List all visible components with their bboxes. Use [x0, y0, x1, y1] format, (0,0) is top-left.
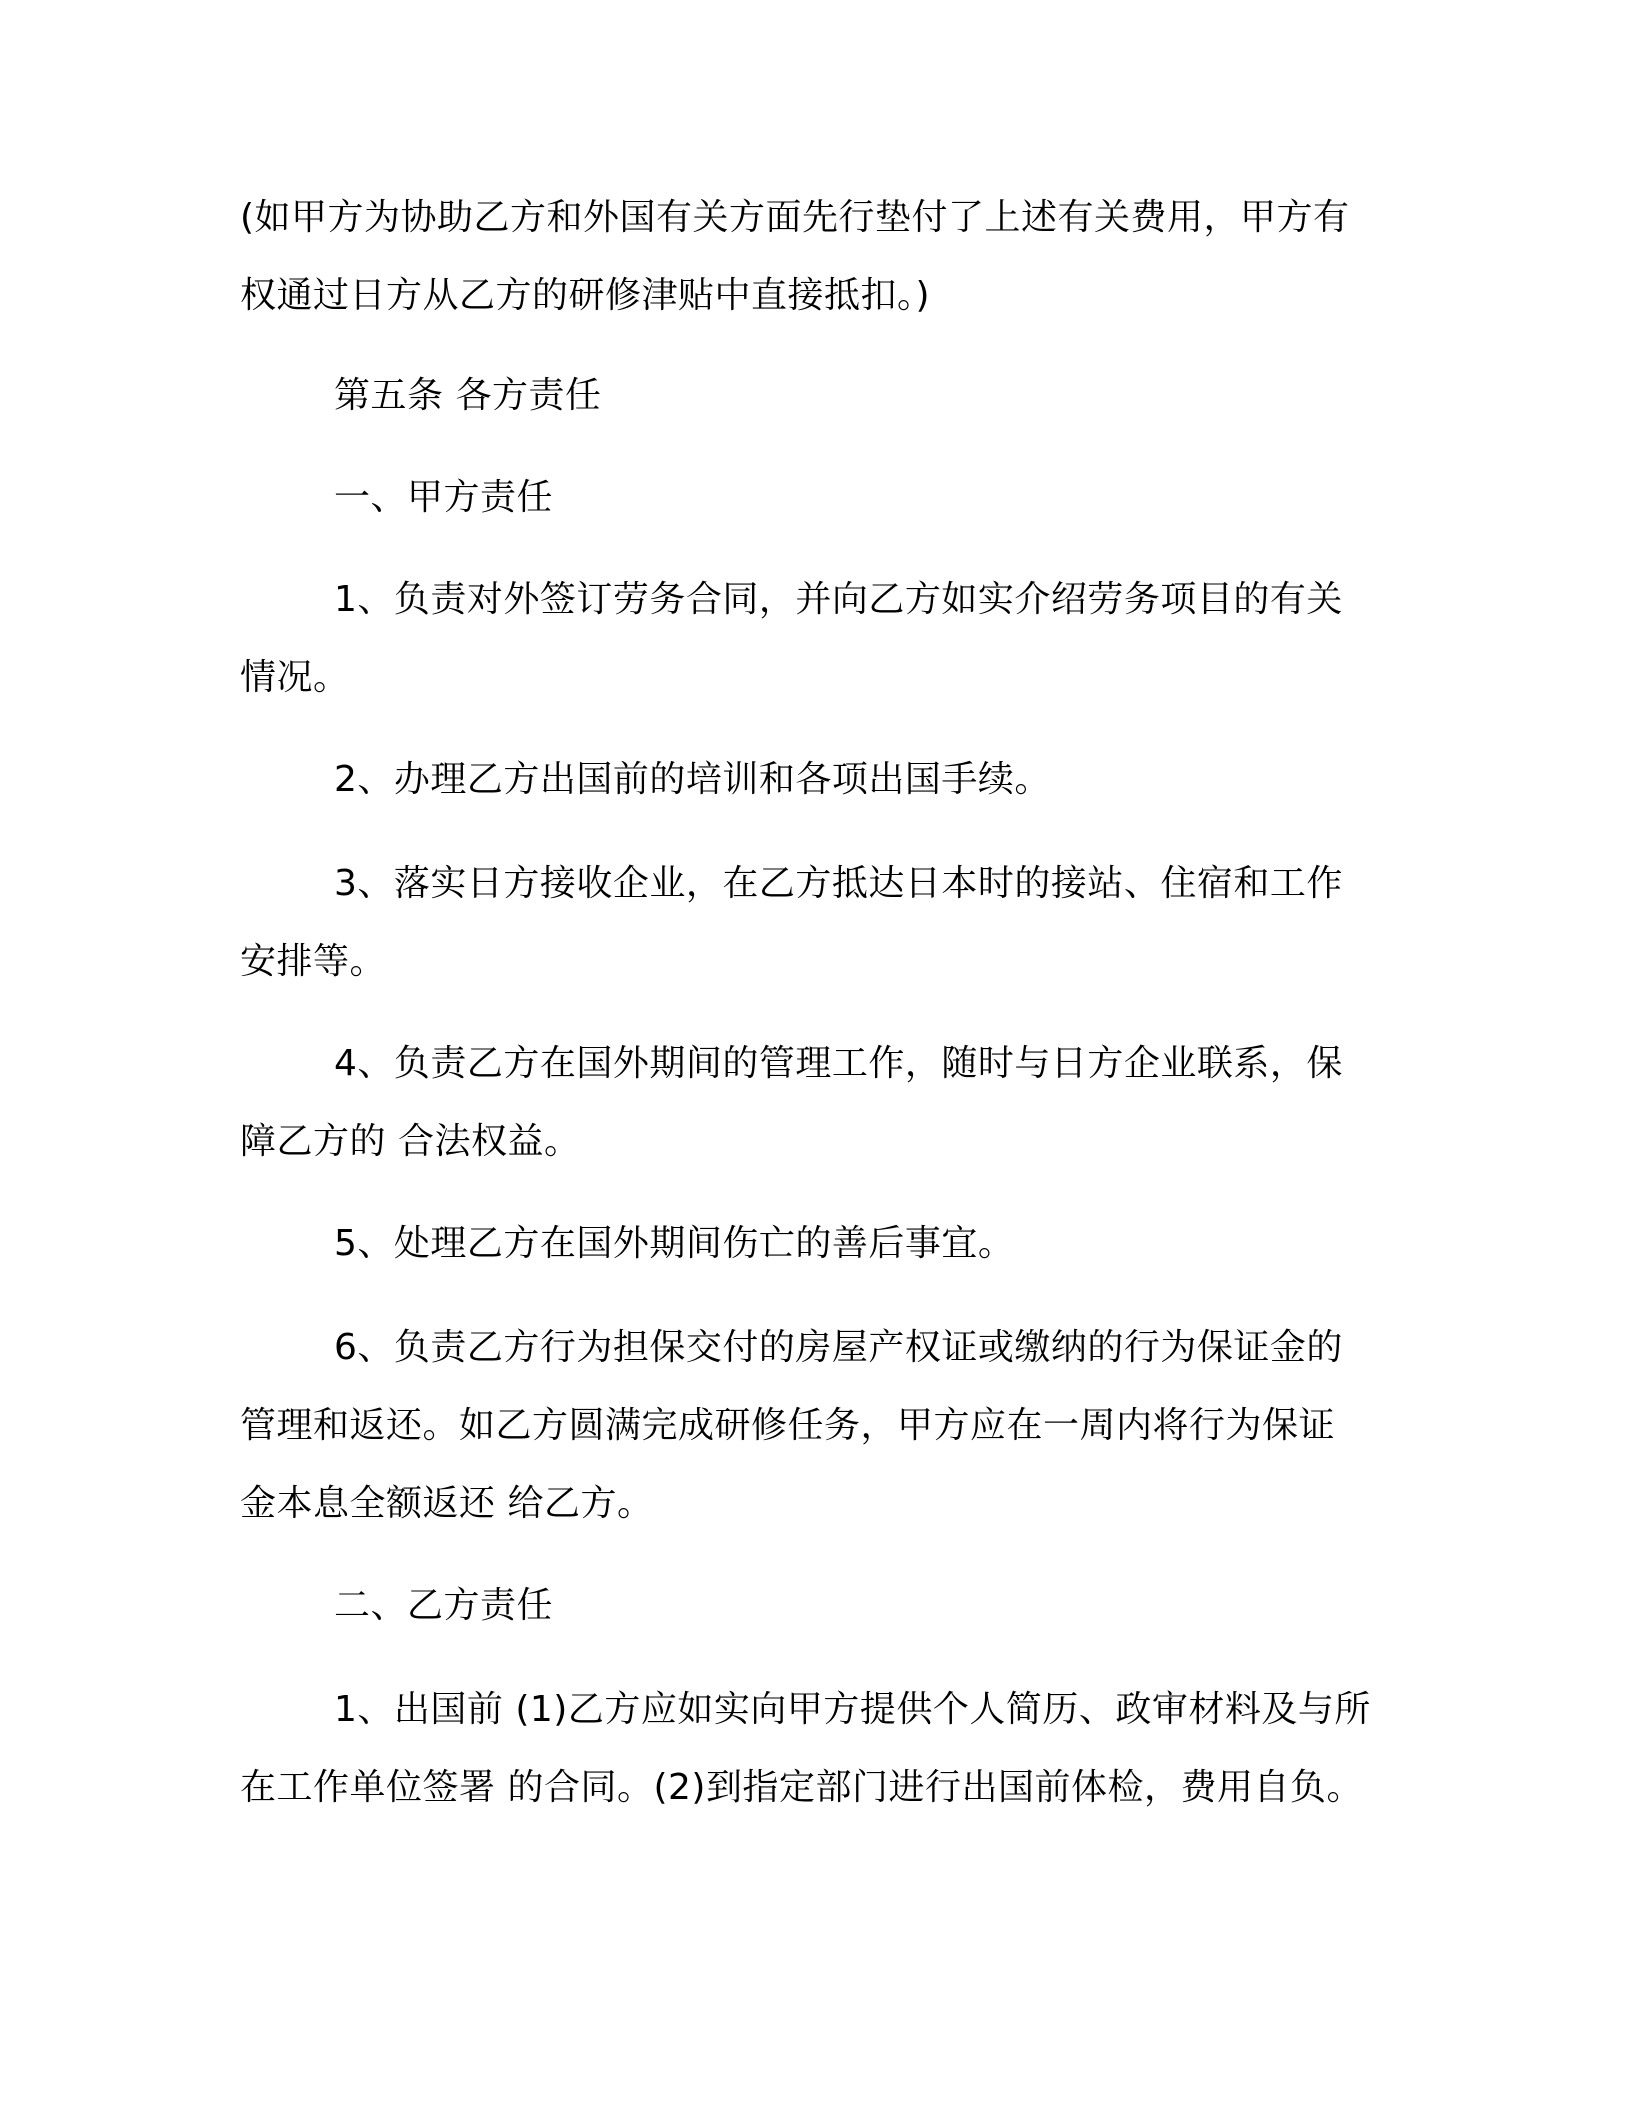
text-line: 金本息全额返还 给乙方。	[240, 1483, 654, 1524]
text-line: 3、落实日方接收企业，在乙方抵达日本时的接站、住宿和工作	[334, 863, 1343, 904]
text-line: 1、出国前 (1)乙方应如实向甲方提供个人简历、政审材料及与所	[334, 1689, 1371, 1730]
text-line: 4、负责乙方在国外期间的管理工作，随时与日方企业联系，保	[334, 1043, 1343, 1084]
text-line: 安排等。	[240, 941, 387, 982]
text-line: 6、负责乙方行为担保交付的房屋产权证或缴纳的行为保证金的	[334, 1327, 1343, 1368]
text-line: 在工作单位签署 的合同。(2)到指定部门进行出国前体检，费用自负。	[240, 1767, 1363, 1808]
text-line: 管理和返还。如乙方圆满完成研修任务，甲方应在一周内将行为保证	[240, 1405, 1336, 1446]
text-line: 权通过日方从乙方的研修津贴中直接抵扣。)	[240, 275, 931, 316]
text-line: 1、负责对外签订劳务合同，并向乙方如实介绍劳务项目的有关	[334, 579, 1343, 620]
text-line: 情况。	[240, 657, 350, 698]
section-heading: 一、甲方责任	[334, 477, 554, 518]
text-line: 2、办理乙方出国前的培训和各项出国手续。	[334, 759, 1051, 800]
text-line: (如甲方为协助乙方和外国有关方面先行垫付了上述有关费用，甲方有	[240, 197, 1350, 238]
text-line: 障乙方的 合法权益。	[240, 1121, 581, 1162]
article-heading: 第五条 各方责任	[334, 375, 602, 416]
section-heading: 二、乙方责任	[334, 1585, 554, 1626]
text-line: 5、处理乙方在国外期间伤亡的善后事宜。	[334, 1223, 1015, 1264]
